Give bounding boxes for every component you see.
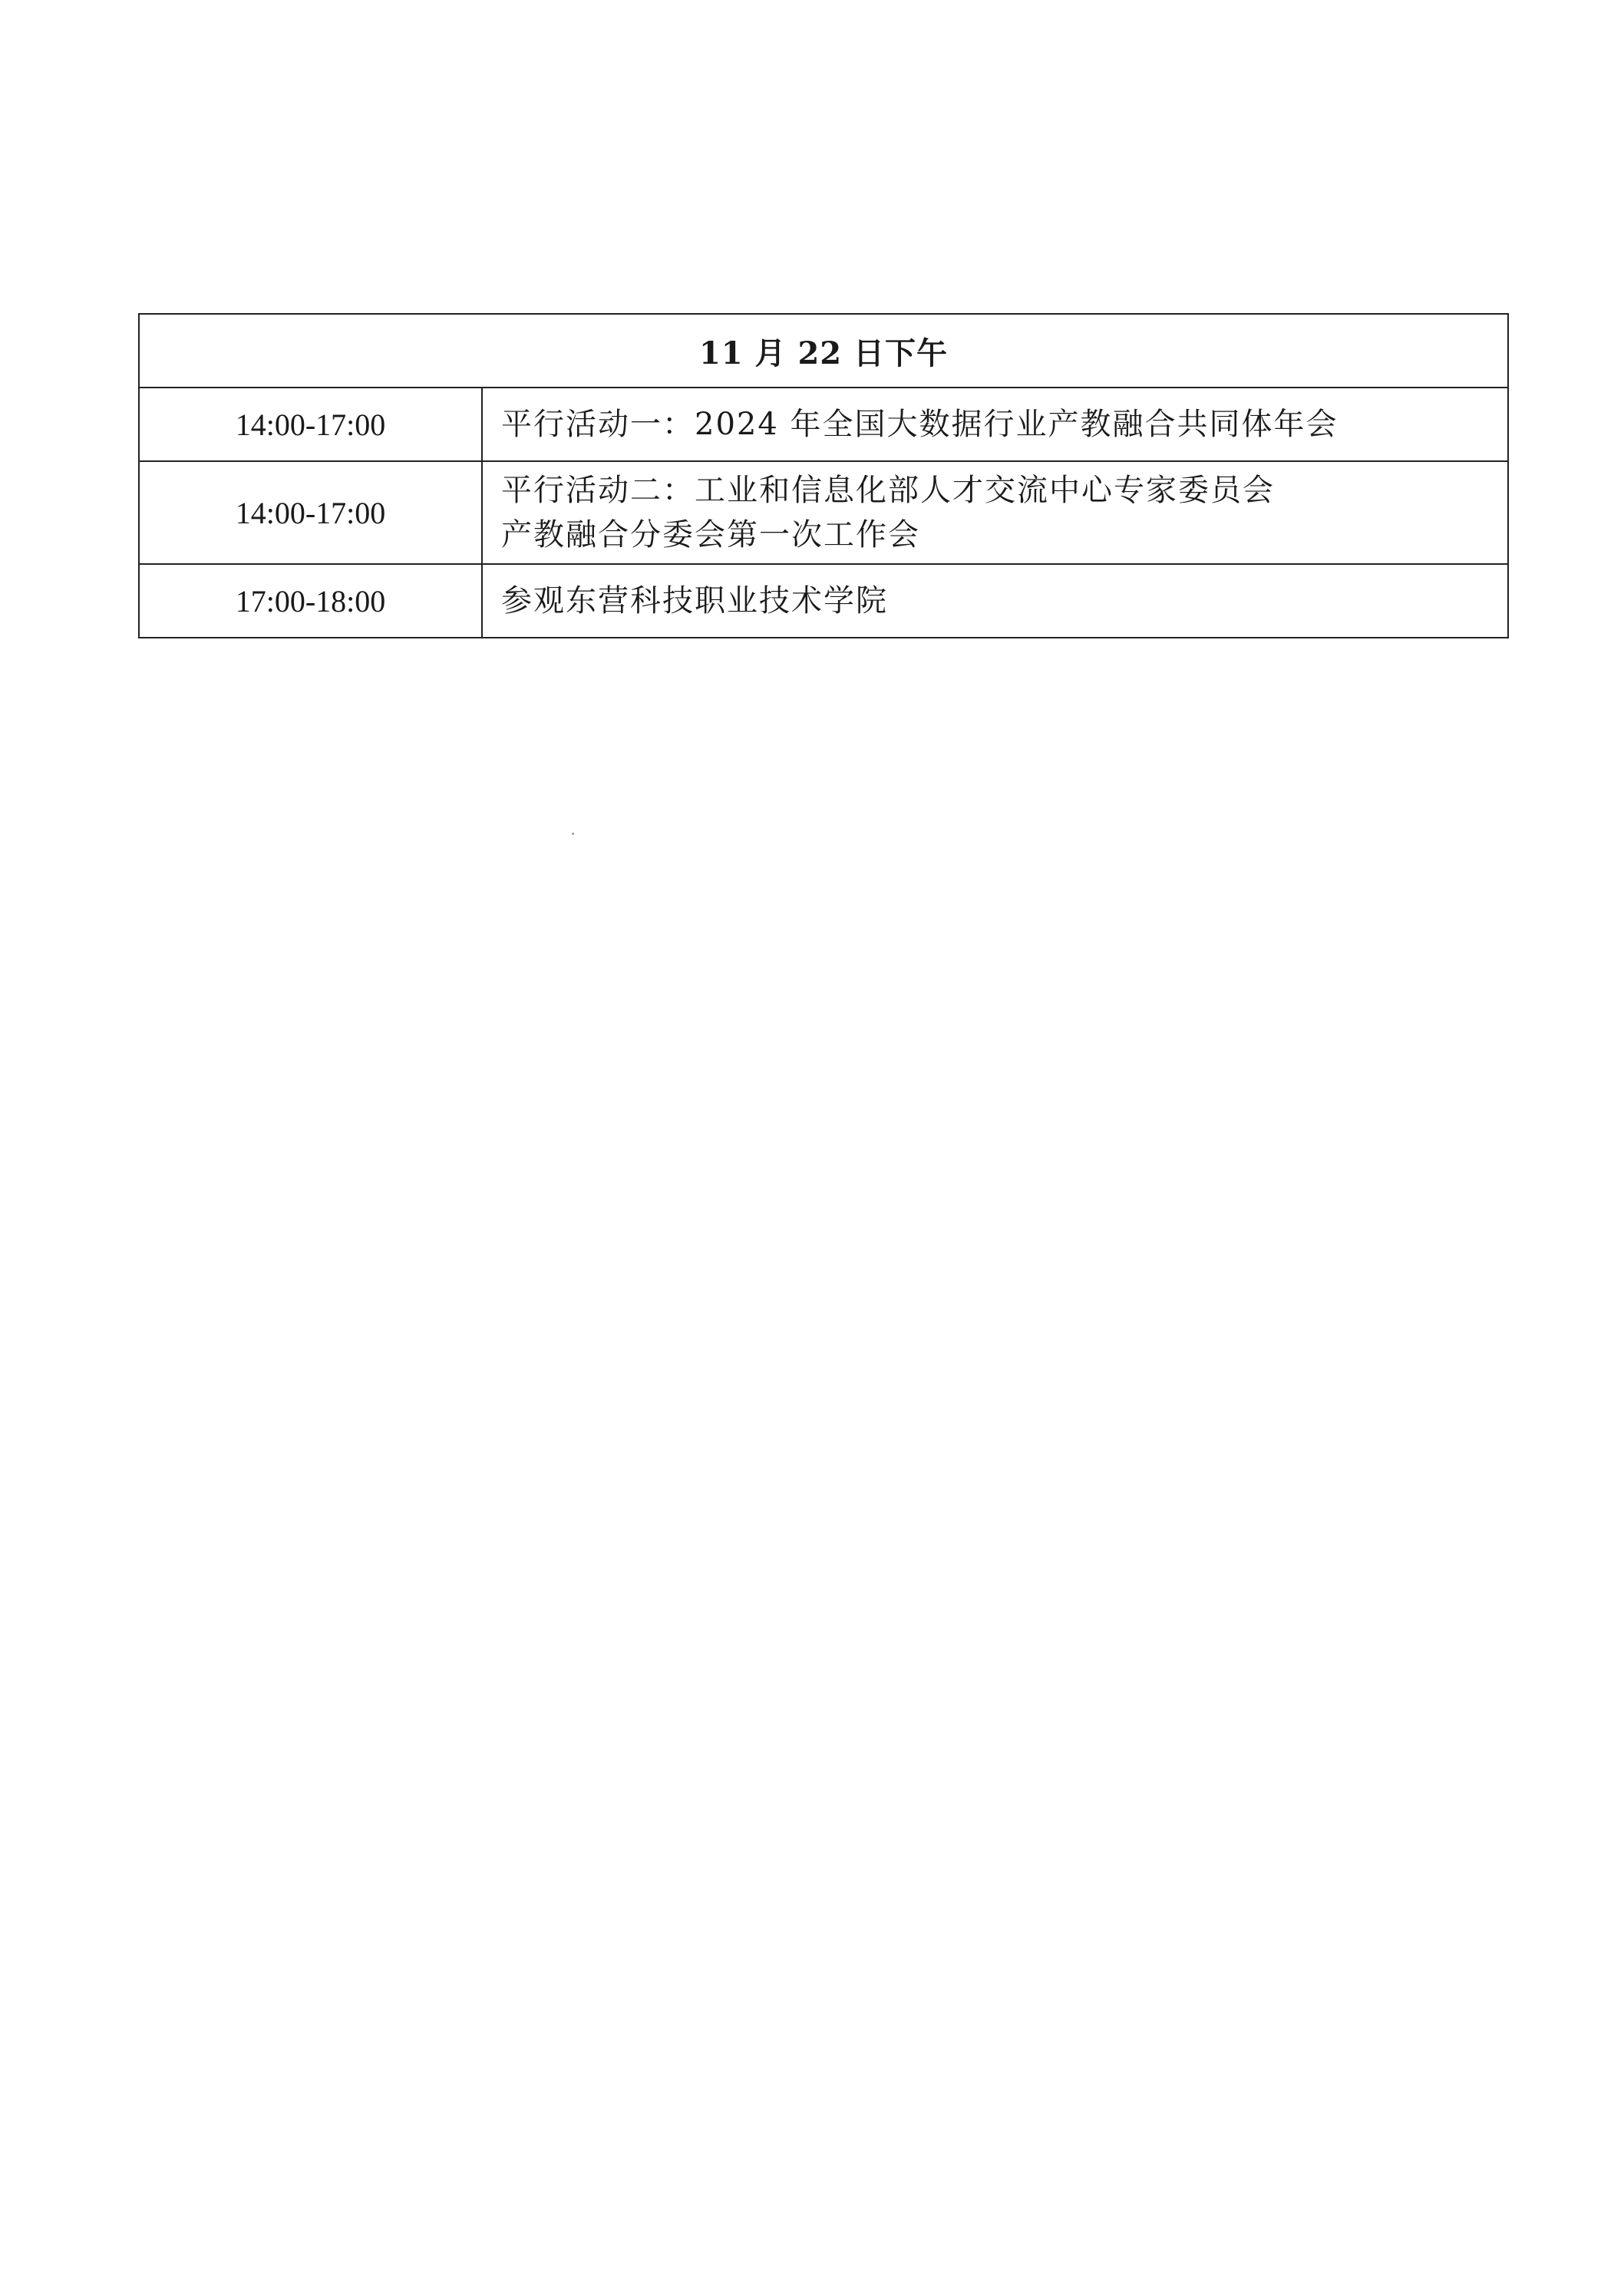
scan-speck — [572, 833, 574, 835]
event-line: 参观东营科技职业技术学院 — [501, 583, 888, 619]
event-cell — [482, 461, 1508, 564]
event-cell — [482, 564, 1508, 638]
date-header: 11 月 22 日下午 — [139, 314, 1508, 388]
event-line: 平行活动一：2024 年全国大数据行业产教融合共同体年会 — [501, 407, 1338, 442]
event-line: 平行活动二：工业和信息化部人才交流中心专家委员会 — [501, 473, 1275, 508]
table-row — [139, 564, 1508, 638]
event-cell — [482, 388, 1508, 461]
schedule-table — [138, 313, 1509, 638]
event-line: 产教融合分委会第一次工作会 — [501, 517, 920, 553]
table-row — [139, 461, 1508, 564]
table-row — [139, 388, 1508, 461]
time-cell: 14:00-17:00 — [139, 388, 482, 461]
time-cell: 17:00-18:00 — [139, 564, 482, 638]
time-cell: 14:00-17:00 — [139, 461, 482, 564]
table-header-row — [139, 314, 1508, 388]
